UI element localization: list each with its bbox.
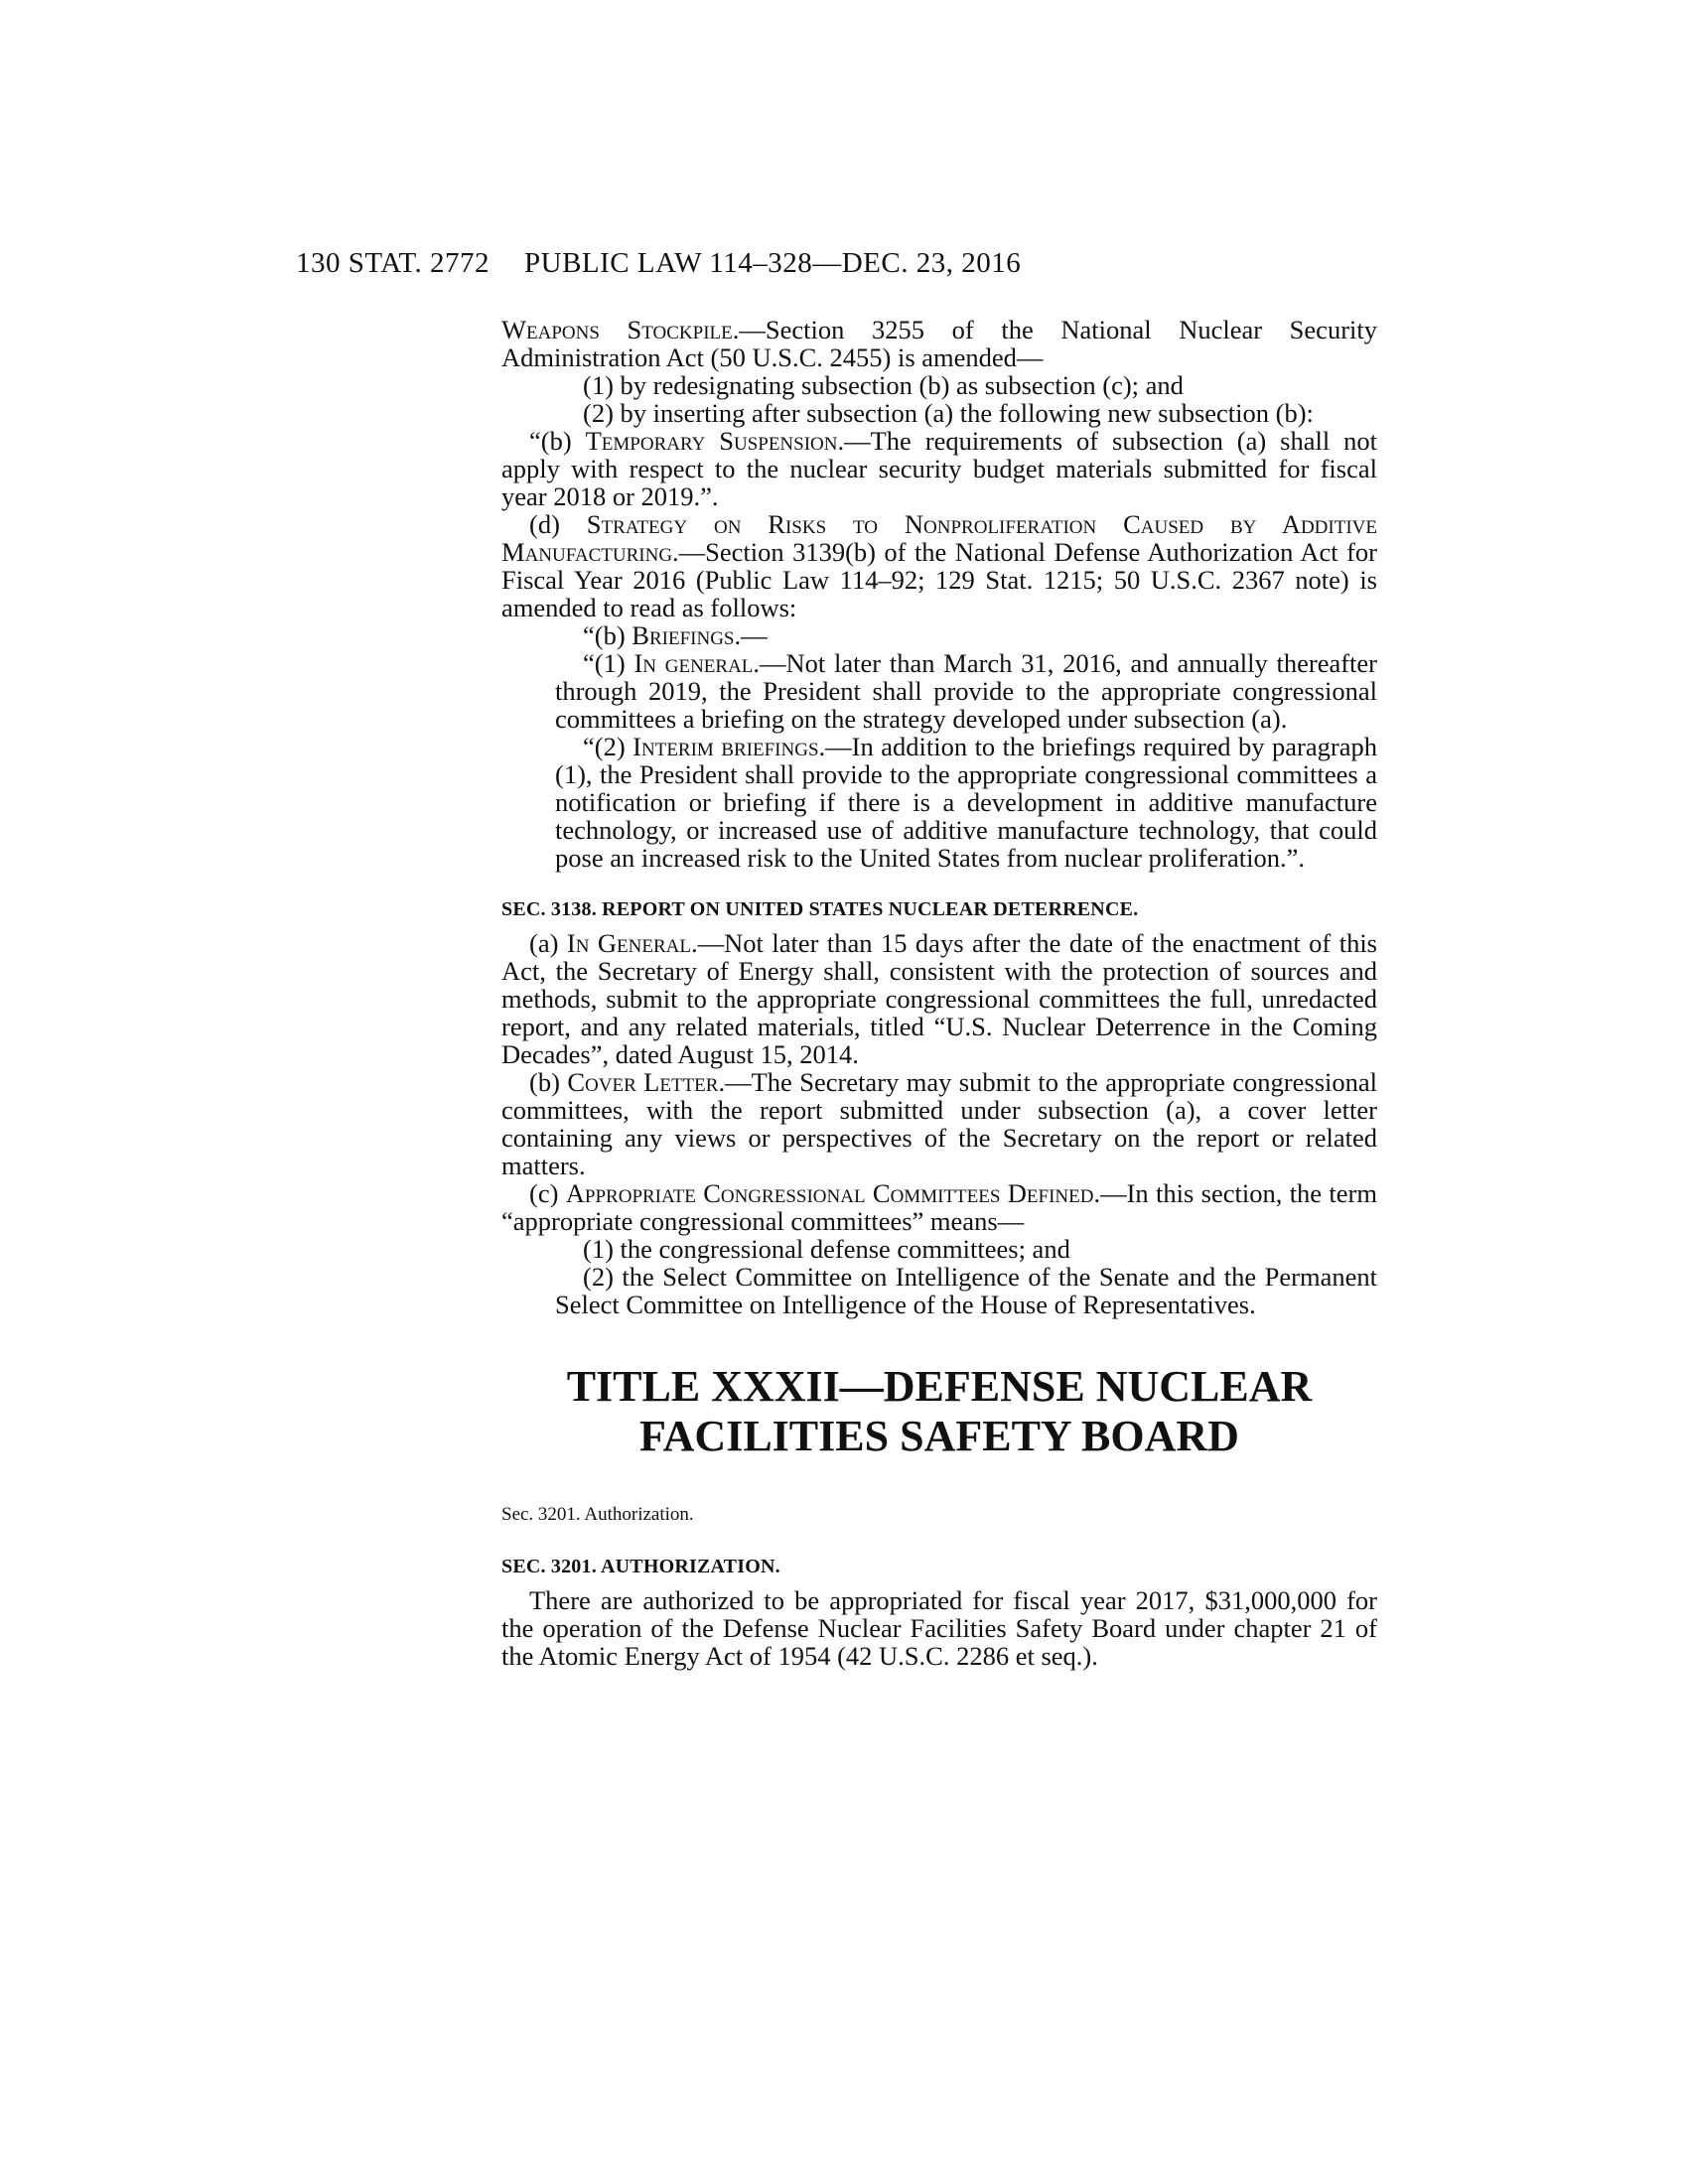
paragraph-prefix: (c) — [529, 1178, 566, 1208]
paragraph-prefix: (b) — [529, 1067, 568, 1097]
paragraph-authorization: There are authorized to be appropriated for fiscal year 2017, $31,000,000 for the operation of the Defense Nuclear Facilities Safety Board under chapter 21 of the Atomic Energy Act of 1954 (42 U.S.C. 2286 et seq.). — [501, 1585, 1377, 1671]
paragraph-text: —In this section, the term “appropriate congressional committees” means— — [501, 1178, 1377, 1236]
paragraph-heading: Cover Letter. — [567, 1067, 726, 1097]
paragraph-heading: In general. — [633, 648, 761, 678]
paragraph-heading: In General. — [566, 928, 698, 958]
paragraph-temporary-suspension — [501, 427, 1377, 510]
paragraph-prefix: “(b) — [529, 426, 586, 456]
paragraph-text: —In addition to the briefings required by paragraph (1), the President shall provide to the appropriate congressional committees a notification or briefing if there is a development in additive manufacture technology, or increased use of additive manufacture technology, that could pose an increased risk to the United States from nuclear proliferation.”. — [555, 732, 1377, 873]
paragraph-weapons-stockpile — [501, 316, 1377, 371]
statute-page-number: 130 STAT. 2772 — [296, 247, 491, 279]
paragraph-3138-c-2: (2) the Select Committee on Intelligence of the Senate and the Permanent Select Committee on Intelligence of the House of Representatives. — [555, 1262, 1377, 1319]
paragraph-text: —Section 3139(b) of the National Defense Authorization Act for Fiscal Year 2016 (Public Law 114–92; 129 Stat. 1215; 50 U.S.C. 2367 note) is amended to read as follows: — [501, 537, 1377, 622]
paragraph-text: —Not later than 15 days after the date of the enactment of this Act, the Secretary of Energy shall, consistent with the protection of sources and methods, submit to the appropriate congressional committees the full, unredacted report, and any related materials, titled “U.S. Nuclear Deterrence in the Coming Decades”, dated August 15, 2014. — [501, 928, 1377, 1069]
paragraph-text: —The Secretary may submit to the appropriate congressional committees, with the report submitted under subsection (a), a cover letter containing any views or perspectives of the Secretary on the report or related matters. — [501, 1067, 1378, 1180]
paragraph-text: —Section 3255 of the National Nuclear Security Administration Act (50 U.S.C. 2455) is amended— — [501, 315, 1377, 372]
paragraph-prefix: “(2) — [583, 732, 633, 761]
paragraph-item-2: (2) by inserting after subsection (a) the following new subsection (b): — [583, 398, 1314, 428]
title-line-2: FACILITIES SAFETY BOARD — [639, 1412, 1239, 1460]
paragraph-heading: Temporary Suspension. — [585, 426, 845, 456]
paragraph-briefings — [501, 621, 1377, 649]
paragraph-3138-b — [501, 1068, 1377, 1179]
paragraph-heading: Weapons Stockpile. — [501, 315, 740, 344]
paragraph-heading: Briefings. — [632, 620, 742, 650]
paragraph-strategy-on-risks — [501, 510, 1377, 621]
paragraph-prefix: (d) — [529, 509, 587, 539]
paragraph-text: — — [741, 620, 768, 650]
paragraph-3138-a — [501, 929, 1377, 1068]
running-header — [296, 247, 1021, 280]
paragraph-interim-briefings — [501, 733, 1377, 872]
paragraph-item-1: (1) by redesignating subsection (b) as subsection (c); and — [583, 370, 1184, 400]
paragraph-heading: Strategy on Risks to Nonproliferation Caused by Additive Manufacturing. — [501, 509, 1377, 567]
document-body — [501, 316, 1377, 1670]
paragraph-3138-c-1: (1) the congressional defense committees; and — [583, 1234, 1070, 1264]
paragraph-text: —Not later than March 31, 2016, and annually thereafter through 2019, the President shall provide to the appropriate congressional committees a briefing on the strategy developed under subsection (a). — [555, 648, 1377, 734]
paragraph-heading: Appropriate Congressional Committees Defined. — [565, 1178, 1101, 1208]
paragraph-prefix: “(1) — [583, 648, 634, 678]
public-law-citation: PUBLIC LAW 114–328—DEC. 23, 2016 — [524, 247, 1022, 279]
title-line-1: TITLE XXXII—DEFENSE NUCLEAR — [566, 1362, 1313, 1411]
section-3201-heading: SEC. 3201. AUTHORIZATION. — [501, 1556, 780, 1577]
table-of-contents-entry: Sec. 3201. Authorization. — [501, 1504, 694, 1525]
paragraph-prefix: “(b) — [583, 620, 633, 650]
paragraph-prefix: (a) — [529, 928, 567, 958]
section-3138-heading: SEC. 3138. REPORT ON UNITED STATES NUCLEAR DETERRENCE. — [501, 898, 1139, 920]
paragraph-text: —The requirements of subsection (a) shall not apply with respect to the nuclear security budget materials submitted for fiscal year 2018 or 2019.”. — [501, 426, 1377, 511]
title-heading — [501, 1362, 1377, 1461]
paragraph-in-general-briefing — [501, 649, 1377, 733]
paragraph-heading: Interim briefings. — [633, 732, 826, 761]
paragraph-3138-c — [501, 1179, 1377, 1235]
